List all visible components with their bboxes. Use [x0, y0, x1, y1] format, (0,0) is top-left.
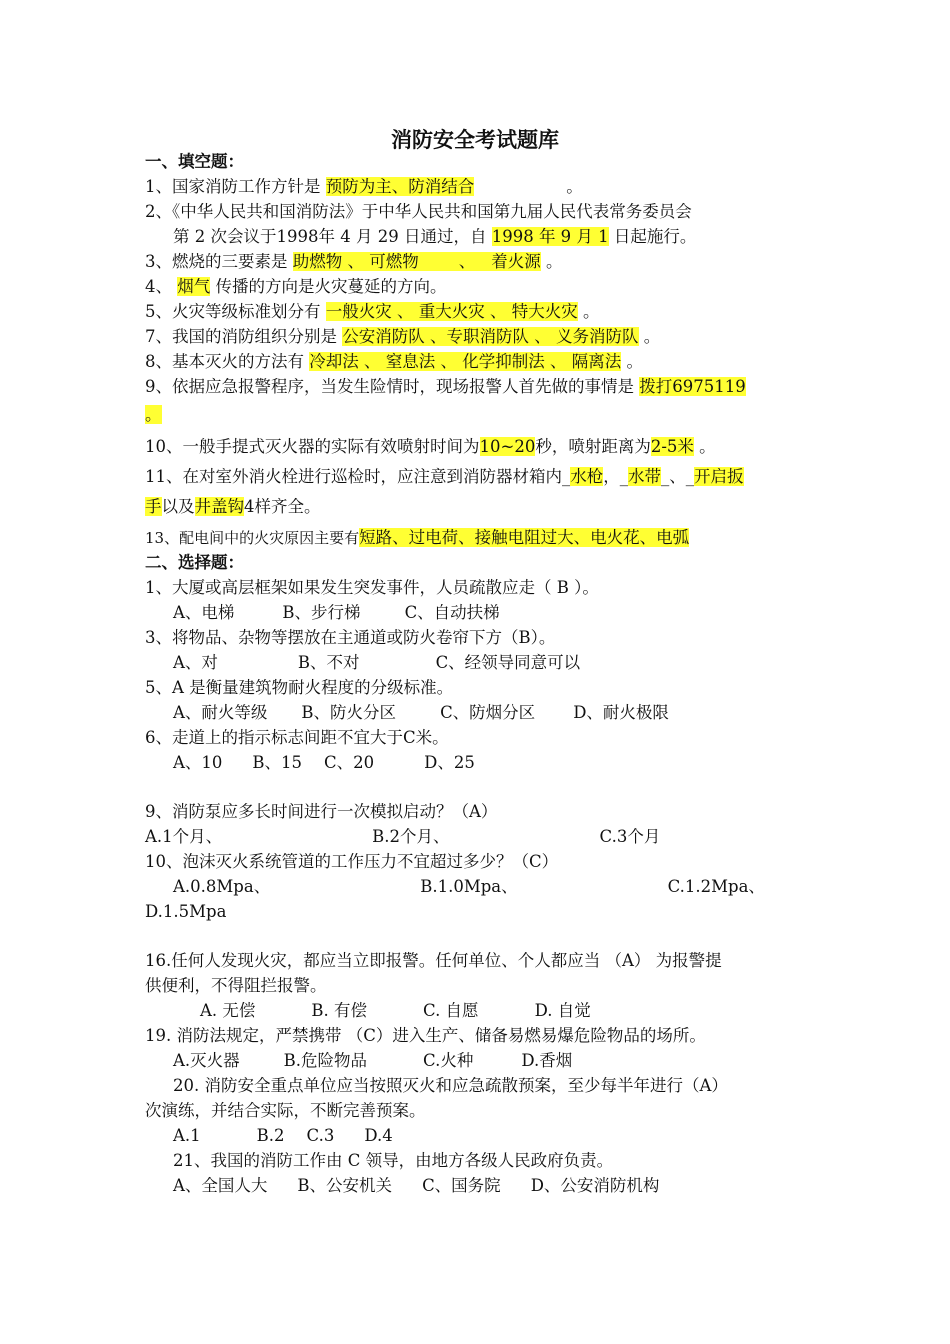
choice-options-19: A.灭火器 B.危险物品 C.火种 D.香烟	[173, 1051, 573, 1070]
answer: 一般火灾 、 重大火灾 、 特大火灾	[325, 302, 578, 321]
question-2-line-2: 第 2 次会议于1998年 4 月 29 日通过，自 1998 年 9 月 1 日起施行。	[173, 227, 697, 246]
question-11-line-2: 手以及井盖钩4样齐全。	[145, 497, 321, 516]
choice-options-9: A.1个月、 B.2个月、 C.3个月	[145, 827, 661, 846]
choice-question-3: 3、将物品、杂物等摆放在主通道或防火卷帘下方（B）。	[145, 628, 556, 647]
choice-question-20-line-1: 20. 消防安全重点单位应当按照灭火和应急疏散预案，至少每半年进行（A）	[173, 1076, 728, 1095]
question-2-line-1: 2、《中华人民共和国消防法》于中华人民共和国第九届人民代表常务委员会	[145, 202, 692, 221]
choice-options-21: A、全国人大 B、公安机关 C、国务院 D、公安消防机构	[173, 1176, 660, 1195]
question-3: 3、燃烧的三要素是 助燃物 、 可燃物 、 着火源 。	[145, 252, 563, 271]
choice-options-1: A、电梯 B、步行梯 C、自动扶梯	[173, 603, 500, 622]
question-5: 5、火灾等级标准划分有 一般火灾 、 重大火灾 、 特大火灾 。	[145, 302, 600, 321]
question-7: 7、我国的消防组织分别是 公安消防队 、专职消防队 、 义务消防队 。	[145, 327, 661, 346]
section-heading-fill: 一、填空题：	[145, 152, 244, 171]
choice-options-10: A.0.8Mpa、 B.1.0Mpa、 C.1.2Mpa、	[173, 877, 765, 896]
answer: 冷却法 、 窒息法 、 化学抑制法 、 隔离法	[309, 352, 622, 371]
choice-question-16-line-2: 供便利，不得阻拦报警。	[145, 976, 327, 995]
answer: 预防为主、防消结合	[325, 177, 475, 196]
question-4: 4、 烟气 传播的方向是火灾蔓延的方向。	[145, 277, 447, 296]
answer: 助燃物 、 可燃物 、 着火源	[292, 252, 541, 271]
question-13: 13、配电间中的火灾原因主要有短路、过电荷、接触电阻过大、电火花、电弧	[145, 528, 690, 547]
choice-options-6: A、10 B、15 C、20 D、25	[173, 753, 475, 772]
choice-question-21: 21、我国的消防工作由 C 领导，由地方各级人民政府负责。	[173, 1151, 614, 1170]
answer: 1998 年 9 月 1	[491, 227, 609, 246]
question-8: 8、基本灭火的方法有 冷却法 、 窒息法 、 化学抑制法 、 隔离法 。	[145, 352, 643, 371]
choice-question-5: 5、A 是衡量建筑物耐火程度的分级标准。	[145, 678, 454, 697]
choice-options-16: A. 无偿 B. 有偿 C. 自愿 D. 自觉	[200, 1001, 591, 1020]
choice-options-3: A、对 B、不对 C、经领导同意可以	[173, 653, 581, 672]
choice-question-16-line-1: 16.任何人发现火灾，都应当立即报警。任何单位、个人都应当 （A） 为报警提	[145, 951, 722, 970]
answer: 拨打6975119	[639, 377, 746, 396]
page-title: 消防安全考试题库	[391, 128, 559, 152]
choice-question-9: 9、消防泵应多长时间进行一次模拟启动？（A）	[145, 802, 498, 821]
answer: 公安消防队 、专职消防队 、 义务消防队	[342, 327, 639, 346]
choice-question-1: 1、大厦或高层框架如果发生突发事件，人员疏散应走（ B ）。	[145, 578, 599, 597]
answer: 短路、过电荷、接触电阻过大、电火花、电弧	[359, 528, 690, 547]
answer: 烟气	[177, 277, 211, 296]
choice-options-5: A、耐火等级 B、防火分区 C、防烟分区 D、耐火极限	[173, 703, 669, 722]
choice-question-19: 19. 消防法规定，严禁携带 （C）进入生产、储备易燃易爆危险物品的场所。	[145, 1026, 706, 1045]
answer: 2-5米	[650, 437, 694, 456]
choice-question-6: 6、走道上的指示标志间距不宜大于C米。	[145, 728, 449, 747]
choice-options-10-cont: D.1.5Mpa	[145, 902, 227, 921]
question-9: 9、依据应急报警程序，当发生险情时，现场报警人首先做的事情是 拨打6975119	[145, 377, 746, 396]
question-11-line-1: 11、在对室外消火栓进行巡检时，应注意到消防器材箱内_水枪，_水带_、_开启扳	[145, 467, 744, 486]
choice-options-20: A.1 B.2 C.3 D.4	[173, 1126, 393, 1145]
question-9-cont: 。	[145, 405, 162, 424]
section-heading-choice: 二、选择题：	[145, 553, 244, 572]
answer: 10~20	[479, 437, 536, 456]
choice-question-20-line-2: 次演练，并结合实际，不断完善预案。	[145, 1101, 426, 1120]
choice-question-10: 10、泡沫灭火系统管道的工作压力不宜超过多少？（C）	[145, 852, 559, 871]
question-1: 1、国家消防工作方针是 预防为主、防消结合 。	[145, 177, 583, 196]
question-10: 10、一般手提式灭火器的实际有效喷射时间为10~20秒，喷射距离为2-5米 。	[145, 437, 716, 456]
